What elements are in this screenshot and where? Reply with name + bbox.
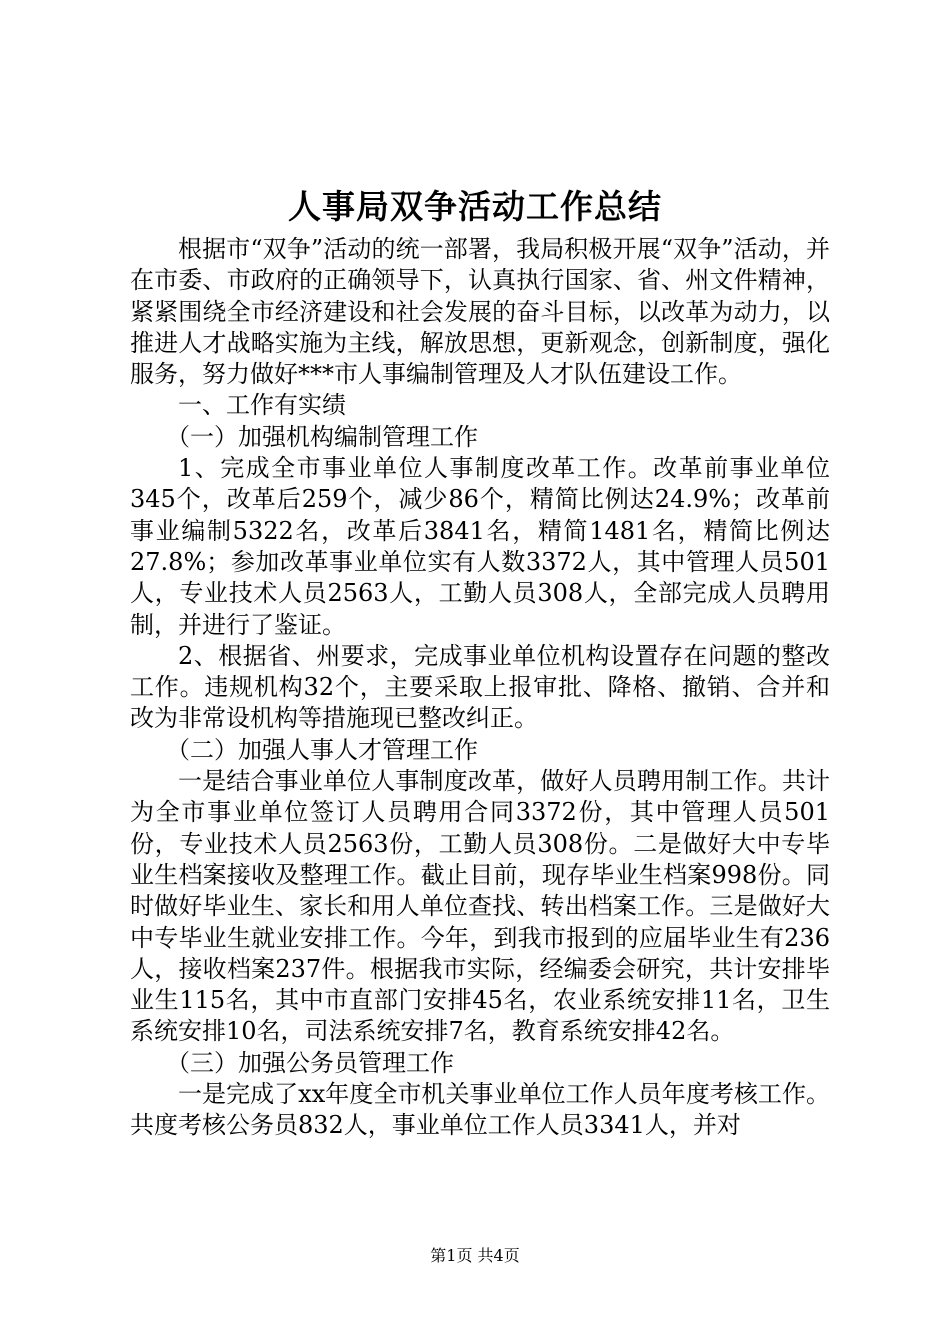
document-body [130,234,830,1142]
subsection-heading: （二）加强人事人才管理工作 [166,735,478,764]
paragraph: 1、完成全市事业单位人事制度改革工作。改革前事业单位345个，改革后259个，减少86个，精简比例达24.9%；改革前事业编制5322名，改革后3841名，精简1481名，精简比例达27.8%；参加改革事业单位实有人数3372人，其中管理人员501人，专业技术人员2563人，工勤人员308人，全部完成人员聘用制，并进行了鉴证。 [130,454,830,639]
page-footer: 第1页 共4页 [430,1246,520,1265]
subsection-heading: （三）加强公务员管理工作 [166,1048,454,1077]
subsection-heading: （一）加强机构编制管理工作 [166,422,478,451]
document-title: 人事局双争活动工作总结 [288,187,662,226]
paragraph-intro: 根据市“双争”活动的统一部署，我局积极开展“双争”活动，并在市委、市政府的正确领导下，认真执行国家、省、州文件精神，紧紧围绕全市经济建设和社会发展的奋斗目标，以改革为动力，以推进人才战略实施为主线，解放思想，更新观念，创新制度，强化服务，努力做好***市人事编制管理及人才队伍建设工作。 [130,235,830,389]
section-heading: 一、工作有实绩 [178,391,346,420]
paragraph: 2、根据省、州要求，完成事业单位机构设置存在问题的整改工作。违规机构32个，主要采取上报审批、降格、撤销、合并和改为非常设机构等措施现已整改纠正。 [130,641,830,733]
paragraph: 一是结合事业单位人事制度改革，做好人员聘用制工作。共计为全市事业单位签订人员聘用合同3372份，其中管理人员501份，专业技术人员2563份，工勤人员308份。二是做好大中专毕业生档案接收及整理工作。截止目前，现存毕业生档案998份。同时做好毕业生、家长和用人单位查找、转出档案工作。三是做好大中专毕业生就业安排工作。今年，到我市报到的应届毕业生有236人，接收档案237件。根据我市实际，经编委会研究，共计安排毕业生115名，其中市直部门安排45名，农业系统安排11名，卫生系统安排10名，司法系统安排7名，教育系统安排42名。 [130,767,830,1046]
paragraph: 一是完成了xx年度全市机关事业单位工作人员年度考核工作。共度考核公务员832人，事业单位工作人员3341人，并对 [130,1080,830,1140]
